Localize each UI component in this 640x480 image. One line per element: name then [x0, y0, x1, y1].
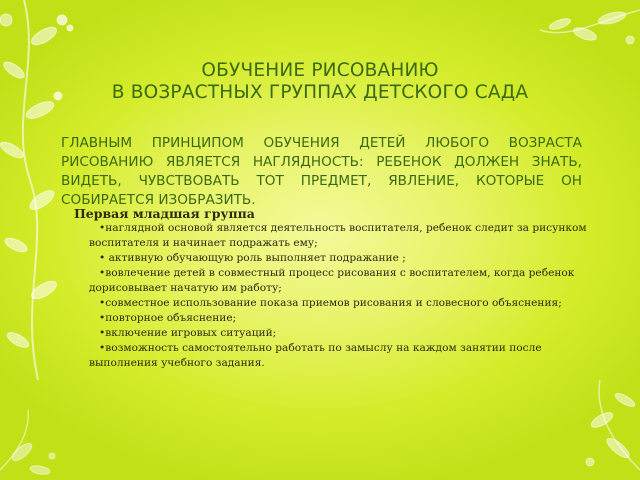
list-item: [89, 341, 594, 371]
list-item: [89, 326, 594, 341]
list-item: [89, 311, 594, 326]
bullet-icon: •: [99, 252, 106, 264]
list-item: [89, 251, 594, 266]
slide-title-line: В ВОЗРАСТНЫХ ГРУППАХ ДЕТСКОГО САДА: [111, 82, 529, 103]
list-item-text: возможность самостоятельно работать по замыслу на каждом занятии после выполнения учебного задания.: [89, 342, 542, 369]
list-item-text: вовлечение детей в совместный процесс рисования с воспитателем, когда ребенок дорисовывает начатую им работу;: [89, 267, 575, 294]
leaf-branch-icon: [586, 380, 640, 470]
bullet-icon: •: [99, 267, 106, 279]
bullet-icon: •: [99, 297, 106, 309]
bullet-list: [89, 221, 594, 371]
list-item: [89, 266, 594, 296]
list-item-text: активную обучающую роль выполняет подражание ;: [105, 252, 406, 264]
slide-title: [40, 60, 600, 104]
list-item: [89, 221, 594, 251]
list-item-text: наглядной основой является деятельность воспитателя, ребенок следит за рисунком воспитателя и начинает подражать ему;: [89, 222, 587, 249]
leaf-cluster-icon: [0, 410, 55, 476]
bullet-icon: •: [99, 312, 106, 324]
list-item-text: совместное использование показа приемов рисования и словесного объяснения;: [105, 297, 562, 309]
principle-paragraph: ГЛАВНЫМ ПРИНЦИПОМ ОБУЧЕНИЯ ДЕТЕЙ ЛЮБОГО ВОЗРАСТА РИСОВАНИЮ ЯВЛЯЕТСЯ НАГЛЯДНОСТЬ: РЕБЕНОК ДОЛЖЕН ЗНАТЬ, ВИДЕТЬ, ЧУВСТВОВАТЬ ТОТ ПРЕДМЕТ, ЯВЛЕНИЕ, КОТОРЫЕ ОН СОБИРАЕТСЯ ИЗОБРАЗИТЬ.: [61, 135, 582, 208]
leaf-branch-icon: [540, 10, 640, 44]
list-item-text: повторное объяснение;: [105, 312, 237, 324]
bullet-icon: •: [99, 222, 106, 234]
bullet-icon: •: [99, 327, 106, 339]
list-item-text: включение игровых ситуаций;: [105, 327, 277, 339]
bullet-icon: •: [99, 342, 106, 354]
list-item: [89, 296, 594, 311]
group-heading: Первая младшая группа: [74, 206, 255, 221]
slide-title-line: ОБУЧЕНИЕ РИСОВАНИЮ: [201, 60, 439, 81]
